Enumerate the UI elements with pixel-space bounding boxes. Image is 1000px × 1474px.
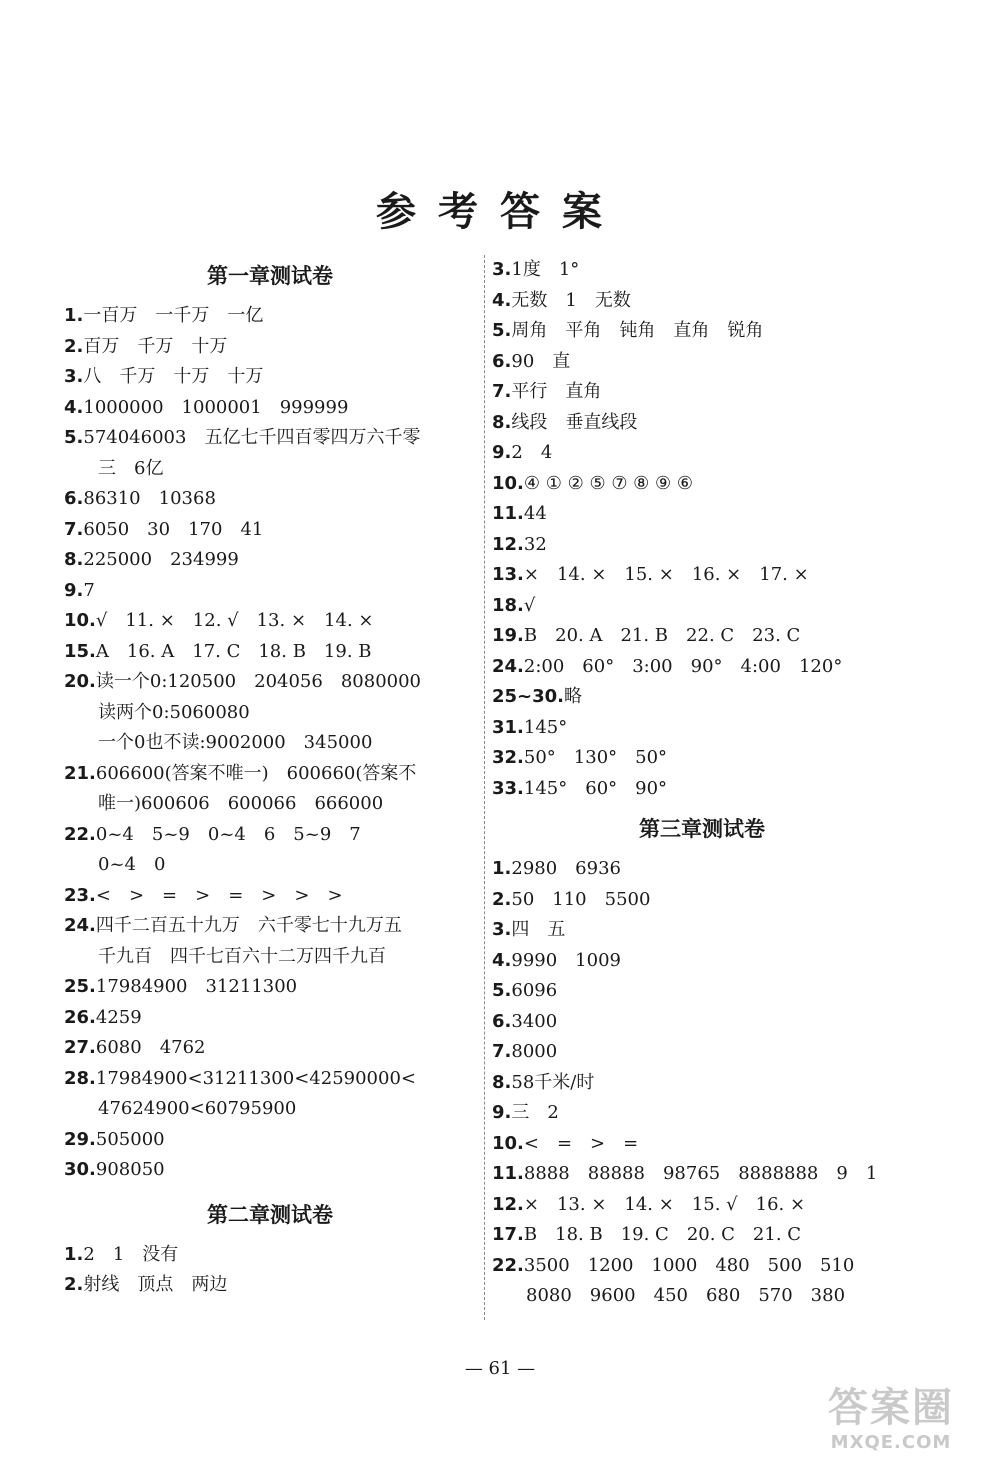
answer-text: × 13. × 14. × 15. √ 16. × [523, 1193, 806, 1215]
answer-number: 2. [64, 335, 84, 357]
answer-line [492, 915, 912, 946]
answer-number: 4. [492, 289, 512, 311]
answer-number: 26. [64, 1006, 96, 1028]
left-column [64, 255, 476, 1301]
answer-text: 千九百 四千七百六十二万四千九百 [98, 945, 386, 967]
answer-line [492, 1159, 912, 1190]
answer-line [64, 606, 476, 637]
answer-number: 9. [64, 579, 84, 601]
answer-text: 50° 130° 50° [523, 747, 668, 768]
answer-line [492, 1251, 912, 1282]
answer-text: 58千米/时 [511, 1071, 595, 1093]
answer-number: 11. [492, 503, 524, 524]
answer-text: 6080 4762 [95, 1037, 206, 1058]
answer-number: 7. [492, 381, 512, 402]
answer-number: 7. [492, 1041, 512, 1062]
answer-number: 22. [64, 823, 96, 845]
answer-text: 1000000 1000001 999999 [83, 396, 349, 418]
answer-text: < = > = [523, 1132, 639, 1154]
answer-number: 5. [492, 320, 512, 341]
answer-line [64, 789, 476, 820]
answer-line [64, 576, 476, 607]
chapter-3-answers [492, 854, 912, 1312]
answer-line [492, 1098, 912, 1129]
answer-text: 50 110 5500 [511, 888, 651, 910]
answer-number: 11. [492, 1163, 524, 1184]
answer-line [64, 362, 476, 393]
answer-number: 10. [492, 472, 524, 494]
answer-number: 10. [64, 610, 96, 631]
answer-line [64, 698, 476, 729]
answer-line [64, 454, 476, 485]
answer-text: ④ ① ② ⑤ ⑦ ⑧ ⑨ ⑥ [523, 472, 694, 494]
answer-line [492, 774, 912, 805]
answer-text: 8080 9600 450 680 570 380 [526, 1285, 846, 1306]
answer-text: 读两个0:5060080 [98, 701, 250, 723]
answer-text: 2 4 [511, 442, 553, 463]
right-column [492, 255, 912, 1312]
answer-number: 21. [64, 762, 96, 784]
answer-number: 12. [492, 1193, 524, 1215]
answer-text: 2980 6936 [511, 858, 621, 879]
answer-text: 3400 [511, 1010, 558, 1032]
answer-text: 17984900 31211300 [95, 976, 298, 997]
chapter-2-answers [64, 1240, 476, 1301]
answer-number: 3. [492, 919, 512, 940]
answer-text: 读一个0:120500 204056 8080000 [95, 671, 421, 692]
answer-text: 2 1 没有 [83, 1243, 179, 1265]
answer-line [64, 1155, 476, 1186]
answer-number: 8. [64, 549, 84, 570]
answer-number: 1. [64, 1243, 84, 1265]
answer-line [64, 332, 476, 363]
answer-line [492, 255, 912, 286]
answer-number: 23. [64, 884, 96, 906]
answer-number: 8. [492, 411, 512, 433]
answer-number: 7. [64, 518, 84, 540]
answer-line [492, 682, 912, 713]
answer-number: 20. [64, 671, 96, 692]
answer-number: 1. [64, 305, 84, 326]
answer-text: B 18. B 19. C 20. C 21. C [523, 1224, 802, 1245]
answer-line [64, 515, 476, 546]
answer-number: 18. [492, 594, 524, 616]
answer-text: 9990 1009 [511, 949, 621, 971]
answer-line [64, 1064, 476, 1095]
answer-line [492, 1007, 912, 1038]
answer-text: 32 [523, 533, 547, 555]
chapter-1-answers [64, 301, 476, 1186]
answer-line [492, 854, 912, 885]
answer-text: 2:00 60° 3:00 90° 4:00 120° [523, 655, 843, 677]
watermark-logo-text: 答案圈 [828, 1385, 954, 1431]
answer-line [492, 591, 912, 622]
answer-number: 25~30. [492, 686, 565, 707]
answer-text: √ [523, 594, 536, 616]
watermark-url: MXQE.COM [830, 1432, 952, 1453]
answer-line [64, 1003, 476, 1034]
answer-line [64, 820, 476, 851]
answer-line [492, 1281, 912, 1312]
answer-line [492, 286, 912, 317]
answer-line [64, 1270, 476, 1301]
answer-text: 四 五 [511, 919, 566, 940]
answer-number: 17. [492, 1224, 524, 1245]
chapter-2-title: 第二章测试卷 [207, 1202, 333, 1227]
answer-line [492, 1037, 912, 1068]
chapter-3-title: 第三章测试卷 [639, 817, 765, 841]
answer-text: 一个0也不读:9002000 345000 [98, 732, 373, 753]
answer-number: 2. [64, 1274, 84, 1295]
answer-number: 32. [492, 747, 524, 768]
answer-text: √ 11. × 12. √ 13. × 14. × [95, 610, 374, 631]
answer-line [492, 1220, 912, 1251]
answer-number: 24. [492, 655, 524, 677]
answer-number: 12. [492, 533, 524, 555]
answer-line [492, 438, 912, 469]
watermark-logo [796, 1384, 986, 1464]
answer-number: 2. [492, 888, 512, 910]
answer-text: 47624900<60795900 [98, 1098, 297, 1119]
answer-text: 3500 1200 1000 480 500 510 [523, 1254, 855, 1276]
answer-number: 28. [64, 1067, 96, 1089]
answer-line [492, 530, 912, 561]
answer-text: 1度 1° [511, 259, 580, 280]
answer-line [492, 408, 912, 439]
answer-text: 一百万 一千万 一亿 [83, 305, 264, 326]
answer-line [64, 881, 476, 912]
answer-line [64, 1094, 476, 1125]
answer-line [64, 850, 476, 881]
answer-number: 33. [492, 777, 524, 799]
answer-text: 百万 千万 十万 [83, 335, 228, 357]
answer-text: 三 6亿 [98, 457, 164, 479]
answer-text: 射线 顶点 两边 [83, 1274, 228, 1295]
answer-text: 90 直 [511, 350, 571, 372]
answer-line [64, 301, 476, 332]
answer-text: 0~4 0 [98, 854, 166, 875]
answer-line [64, 728, 476, 759]
answer-line [492, 743, 912, 774]
answer-number: 3. [64, 366, 84, 387]
answer-number: 22. [492, 1254, 524, 1276]
answer-number: 6. [64, 488, 84, 509]
chapter-2-answers-continued [492, 255, 912, 804]
answer-text: 4259 [95, 1006, 142, 1028]
answer-line [64, 545, 476, 576]
answer-text: 0~4 5~9 0~4 6 5~9 7 [95, 823, 361, 845]
answer-line [64, 1240, 476, 1271]
answer-text: 86310 10368 [83, 488, 216, 509]
answer-number: 29. [64, 1128, 96, 1150]
answer-line [64, 1033, 476, 1064]
column-divider [484, 255, 485, 1320]
answer-line [492, 347, 912, 378]
answer-number: 5. [492, 980, 512, 1001]
answer-text: 7 [83, 579, 95, 601]
answer-text: 44 [523, 503, 547, 524]
answer-text: 周角 平角 钝角 直角 锐角 [511, 320, 764, 341]
page-number: — 61 — [464, 1358, 536, 1379]
answer-number: 5. [64, 427, 84, 448]
answer-number: 30. [64, 1159, 96, 1180]
answer-text: < > = > = > > > [95, 884, 343, 906]
answer-line [492, 469, 912, 500]
answer-number: 9. [492, 1102, 512, 1123]
answer-line [64, 484, 476, 515]
answer-text: 145° 60° 90° [523, 777, 668, 799]
answer-number: 4. [64, 396, 84, 418]
answer-number: 8. [492, 1071, 512, 1093]
answer-line [64, 972, 476, 1003]
answer-text: 505000 [95, 1128, 165, 1150]
answer-text: B 20. A 21. B 22. C 23. C [523, 625, 801, 646]
answer-text: 908050 [95, 1159, 165, 1180]
answer-number: 15. [64, 640, 96, 662]
answer-text: 四千二百五十九万 六千零七十九万五 [95, 915, 402, 936]
answer-line [64, 637, 476, 668]
answer-text: 6096 [511, 980, 558, 1001]
answer-number: 6. [492, 1010, 512, 1032]
answer-text: × 14. × 15. × 16. × 17. × [523, 564, 809, 585]
answer-line [492, 946, 912, 977]
answer-text: 唯一)600606 600066 666000 [98, 793, 384, 814]
answer-line [64, 1125, 476, 1156]
answer-line [492, 377, 912, 408]
answer-line [492, 652, 912, 683]
answer-text: 17984900<31211300<42590000< [95, 1067, 416, 1089]
answer-line [492, 560, 912, 591]
answer-text: 三 2 [511, 1102, 559, 1123]
answer-text: 606600(答案不唯一) 600660(答案不 [95, 762, 417, 784]
answer-text: A 16. A 17. C 18. B 19. B [95, 640, 372, 662]
answer-text: 6050 30 170 41 [83, 518, 264, 540]
answer-text: 略 [564, 686, 583, 707]
answer-line [492, 713, 912, 744]
answer-text: 无数 1 无数 [511, 289, 631, 311]
page-title: 参考答案 [376, 189, 624, 235]
answer-number: 6. [492, 350, 512, 372]
answer-number: 24. [64, 915, 96, 936]
answer-number: 27. [64, 1037, 96, 1058]
answer-text: 8888 88888 98765 8888888 9 1 [523, 1163, 878, 1184]
answer-line [64, 667, 476, 698]
answer-text: 145° [523, 716, 568, 738]
answer-line [492, 499, 912, 530]
answer-line [492, 621, 912, 652]
answer-number: 9. [492, 442, 512, 463]
answer-number: 4. [492, 949, 512, 971]
answer-number: 10. [492, 1132, 524, 1154]
answer-line [492, 885, 912, 916]
chapter-1-title: 第一章测试卷 [207, 264, 333, 288]
answer-line [492, 1190, 912, 1221]
answer-line [64, 759, 476, 790]
answer-line [64, 423, 476, 454]
answer-line [64, 911, 476, 942]
answer-line [492, 1129, 912, 1160]
answer-number: 31. [492, 716, 524, 738]
answer-number: 25. [64, 976, 96, 997]
answer-line [64, 942, 476, 973]
answer-line [492, 1068, 912, 1099]
answer-text: 线段 垂直线段 [511, 411, 638, 433]
answer-text: 574046003 五亿七千四百零四万六千零 [83, 427, 421, 448]
answer-text: 平行 直角 [511, 381, 602, 402]
answer-line [64, 393, 476, 424]
answer-text: 225000 234999 [83, 549, 239, 570]
answer-number: 1. [492, 858, 512, 879]
answer-text: 8000 [511, 1041, 558, 1062]
answer-text: 八 千万 十万 十万 [83, 366, 264, 387]
answer-number: 13. [492, 564, 524, 585]
answer-number: 19. [492, 625, 524, 646]
answer-number: 3. [492, 259, 512, 280]
answer-line [492, 976, 912, 1007]
answer-line [492, 316, 912, 347]
